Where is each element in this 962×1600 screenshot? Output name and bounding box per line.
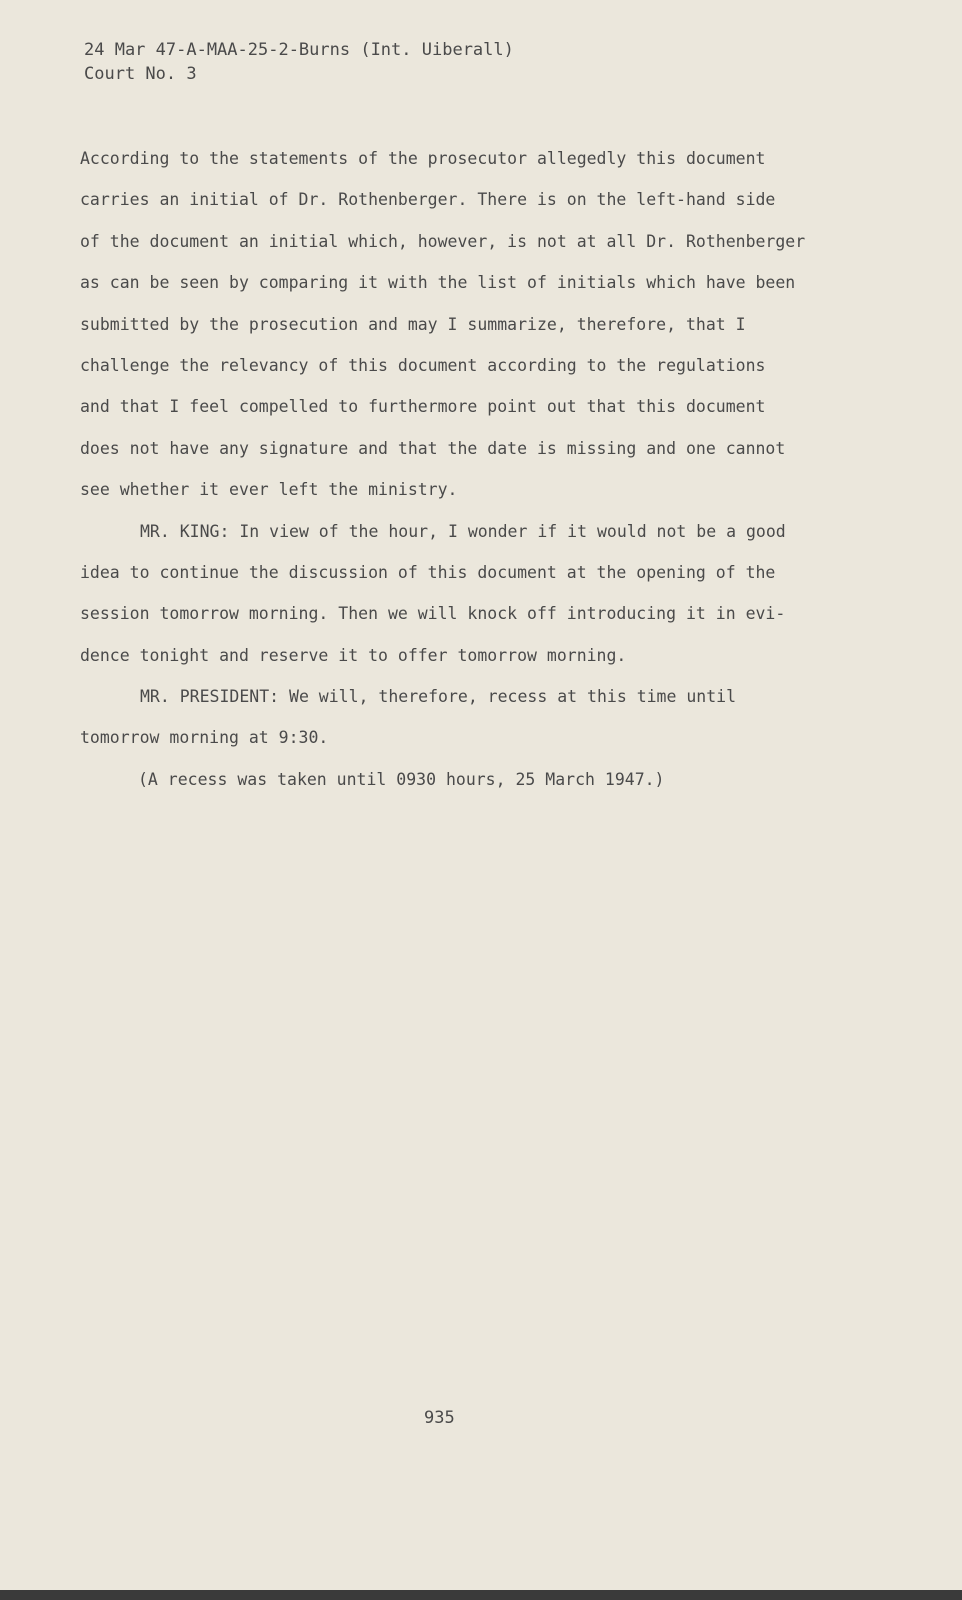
recess-note: (A recess was taken until 0930 hours, 25 March 1947.) <box>138 769 665 789</box>
body-line: challenge the relevancy of this document according to the regulations <box>80 355 766 375</box>
body-line: and that I feel compelled to furthermore point out that this document <box>80 397 766 417</box>
body-line: According to the statements of the prosecutor allegedly this document <box>80 149 766 168</box>
transcript-body <box>80 138 850 800</box>
body-line: of the document an initial which, however, is not at all Dr. Rothenberger <box>80 231 806 251</box>
body-line: see whether it ever left the ministry. <box>80 480 458 500</box>
body-line: idea to continue the discussion of this document at the opening of the <box>80 562 776 582</box>
page-number: 935 <box>424 1408 455 1428</box>
body-line: as can be seen by comparing it with the list of initials which have been <box>80 273 796 293</box>
document-header <box>84 38 514 86</box>
body-line-president-speaker: MR. PRESIDENT: We will, therefore, recess at this time until <box>140 687 737 707</box>
body-line: does not have any signature and that the date is missing and one cannot <box>80 438 786 458</box>
body-line-king-speaker: MR. KING: In view of the hour, I wonder if it would not be a good <box>140 521 786 541</box>
body-line: dence tonight and reserve it to offer tomorrow morning. <box>80 645 627 665</box>
header-reference-line: 24 Mar 47-A-MAA-25-2-Burns (Int. Uiberall) <box>84 40 514 60</box>
body-line: carries an initial of Dr. Rothenberger. There is on the left-hand side <box>80 190 776 210</box>
body-line: session tomorrow morning. Then we will knock off introducing it in evi- <box>80 604 786 624</box>
body-line: tomorrow morning at 9:30. <box>80 728 329 748</box>
body-line: submitted by the prosecution and may I summarize, therefore, that I <box>80 314 746 334</box>
header-court-line: Court No. 3 <box>84 64 197 84</box>
